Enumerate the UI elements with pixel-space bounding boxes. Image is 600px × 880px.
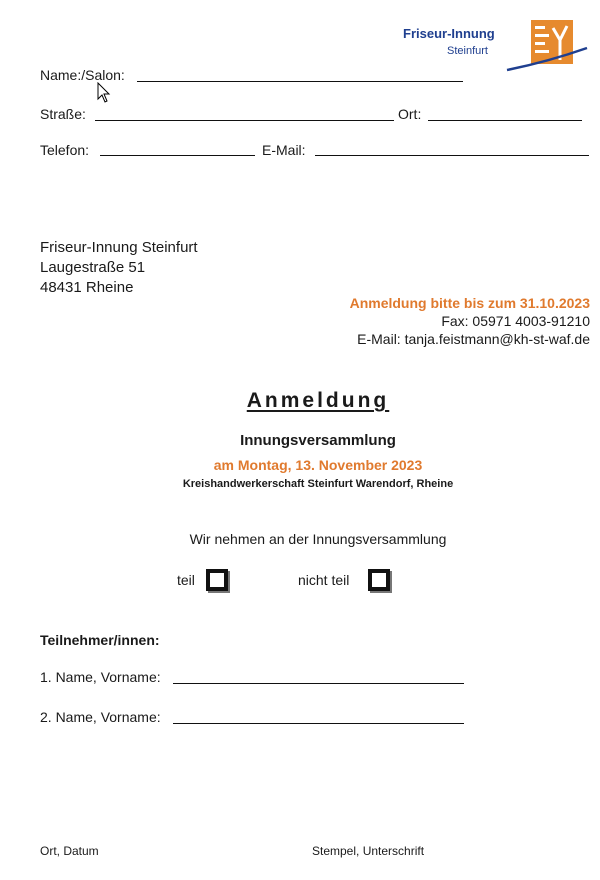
deadline-note: Anmeldung bitte bis zum 31.10.2023 [349,295,590,311]
contact-block [350,294,590,348]
place-date-label: Ort, Datum [40,844,99,858]
address-line-1: Friseur-Innung Steinfurt [40,239,198,256]
recipient-address [40,238,198,298]
not-attend-checkbox[interactable] [368,569,390,591]
address-line-3: 48431 Rheine [40,279,134,296]
participation-prompt: Wir nehmen an der Innungsversammlung [189,531,447,547]
event-date: am Montag, 13. November 2023 [213,457,423,473]
participant-2-field[interactable] [173,723,464,724]
fax-number: Fax: 05971 4003-91210 [441,313,590,329]
telefon-field[interactable] [100,155,255,156]
name-salon-field[interactable] [137,81,463,82]
participants-heading: Teilnehmer/innen: [40,632,160,648]
participant-1-label: 1. Name, Vorname: [40,669,161,685]
telefon-label: Telefon: [40,142,90,158]
logo-title: Friseur-Innung [403,26,495,41]
attend-checkbox[interactable] [206,569,228,591]
logo-subtitle: Steinfurt [447,45,488,57]
mouse-cursor-icon [97,82,111,104]
strasse-field[interactable] [95,120,394,121]
ort-label: Ort: [398,106,422,122]
address-line-2: Laugestraße 51 [40,259,146,276]
not-attend-label: nicht teil [298,572,350,588]
email-field[interactable] [315,155,589,156]
participant-1-field[interactable] [173,683,464,684]
stamp-signature-label: Stempel, Unterschrift [312,844,425,858]
name-salon-label: Name:/Salon: [40,67,125,83]
participant-2-label: 2. Name, Vorname: [40,709,161,725]
event-venue: Kreishandwerkerschaft Steinfurt Warendorf, Rheine [182,478,454,490]
page-title: Anmeldung [246,389,390,412]
contact-email: E-Mail: tanja.feistmann@kh-st-waf.de [357,331,590,347]
strasse-label: Straße: [40,106,86,122]
logo-emblem-icon [505,18,590,74]
ort-field[interactable] [428,120,582,121]
event-name: Innungsversammlung [240,432,396,449]
email-label: E-Mail: [262,142,306,158]
attend-label: teil [177,572,195,588]
